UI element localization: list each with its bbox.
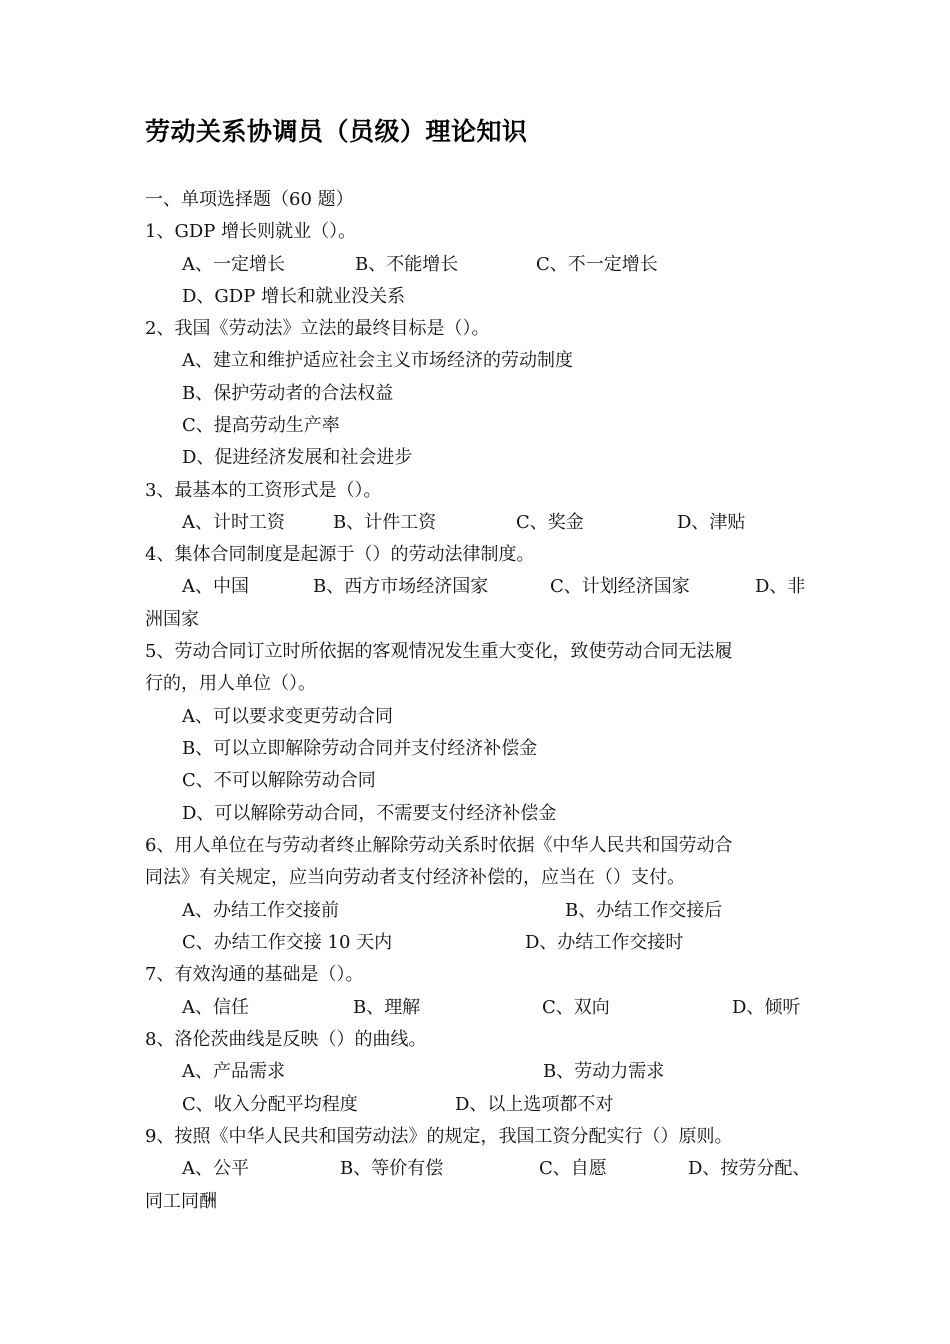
q9-option-d-continued: 同工同酬 [145, 1191, 217, 1212]
question-3: 3、最基本的工资形式是（）。 [145, 480, 382, 501]
q8-option-a: A、产品需求 [182, 1061, 285, 1082]
q3-option-a: A、计时工资 [182, 512, 285, 533]
question-5-line-2: 行的，用人单位（）。 [145, 673, 316, 694]
q3-option-d: D、津贴 [677, 512, 746, 533]
q6-option-a: A、办结工作交接前 [182, 900, 339, 921]
q9-option-b: B、等价有偿 [340, 1158, 444, 1179]
q1-option-d: D、GDP 增长和就业没关系 [182, 286, 406, 307]
question-1: 1、GDP 增长则就业（）。 [145, 221, 357, 242]
q9-option-c: C、自愿 [539, 1158, 607, 1179]
q2-option-d: D、促进经济发展和社会进步 [182, 447, 413, 468]
question-8: 8、洛伦茨曲线是反映（）的曲线。 [145, 1029, 427, 1050]
q9-option-a: A、公平 [182, 1158, 249, 1179]
question-2: 2、我国《劳动法》立法的最终目标是（）。 [145, 318, 490, 339]
q3-option-b: B、计件工资 [333, 512, 437, 533]
section-heading: 一、单项选择题（60 题） [145, 189, 354, 210]
q2-option-b: B、保护劳动者的合法权益 [182, 383, 394, 404]
q8-option-c: C、收入分配平均程度 [182, 1094, 358, 1115]
question-7: 7、有效沟通的基础是（）。 [145, 964, 364, 985]
q1-option-c: C、不一定增长 [536, 254, 658, 275]
q3-option-c: C、奖金 [516, 512, 584, 533]
q2-option-c: C、提高劳动生产率 [182, 415, 340, 436]
q6-option-d: D、办结工作交接时 [525, 932, 684, 953]
q7-option-b: B、理解 [353, 997, 421, 1018]
q7-option-a: A、信任 [182, 997, 249, 1018]
q7-option-d: D、倾听 [732, 997, 801, 1018]
q4-option-d: D、非 [755, 576, 806, 597]
q5-option-b: B、可以立即解除劳动合同并支付经济补偿金 [182, 738, 538, 759]
question-5-line-1: 5、劳动合同订立时所依据的客观情况发生重大变化，致使劳动合同无法履 [145, 641, 733, 662]
q1-option-a: A、一定增长 [182, 254, 285, 275]
question-6-line-2: 同法》有关规定，应当向劳动者支付经济补偿的，应当在（）支付。 [145, 867, 685, 888]
q7-option-c: C、双向 [542, 997, 610, 1018]
q8-option-b: B、劳动力需求 [543, 1061, 665, 1082]
q8-option-d: D、以上选项都不对 [455, 1094, 614, 1115]
q4-option-d-continued: 洲国家 [145, 609, 199, 630]
q5-option-c: C、不可以解除劳动合同 [182, 770, 376, 791]
q6-option-c: C、办结工作交接 10 天内 [182, 932, 393, 953]
question-4: 4、集体合同制度是起源于（）的劳动法律制度。 [145, 544, 535, 565]
q2-option-a: A、建立和维护适应社会主义市场经济的劳动制度 [182, 350, 573, 371]
q6-option-b: B、办结工作交接后 [565, 900, 723, 921]
q4-option-b: B、西方市场经济国家 [313, 576, 489, 597]
q5-option-a: A、可以要求变更劳动合同 [182, 706, 393, 727]
q5-option-d: D、可以解除劳动合同，不需要支付经济补偿金 [182, 803, 557, 824]
q1-option-b: B、不能增长 [355, 254, 459, 275]
document-title: 劳动关系协调员（员级）理论知识 [145, 117, 528, 146]
q9-option-d: D、按劳分配、 [688, 1158, 811, 1179]
question-9: 9、按照《中华人民共和国劳动法》的规定，我国工资分配实行（）原则。 [145, 1126, 733, 1147]
question-6-line-1: 6、用人单位在与劳动者终止解除劳动关系时依据《中华人民共和国劳动合 [145, 835, 733, 856]
q4-option-c: C、计划经济国家 [550, 576, 690, 597]
q4-option-a: A、中国 [182, 576, 249, 597]
